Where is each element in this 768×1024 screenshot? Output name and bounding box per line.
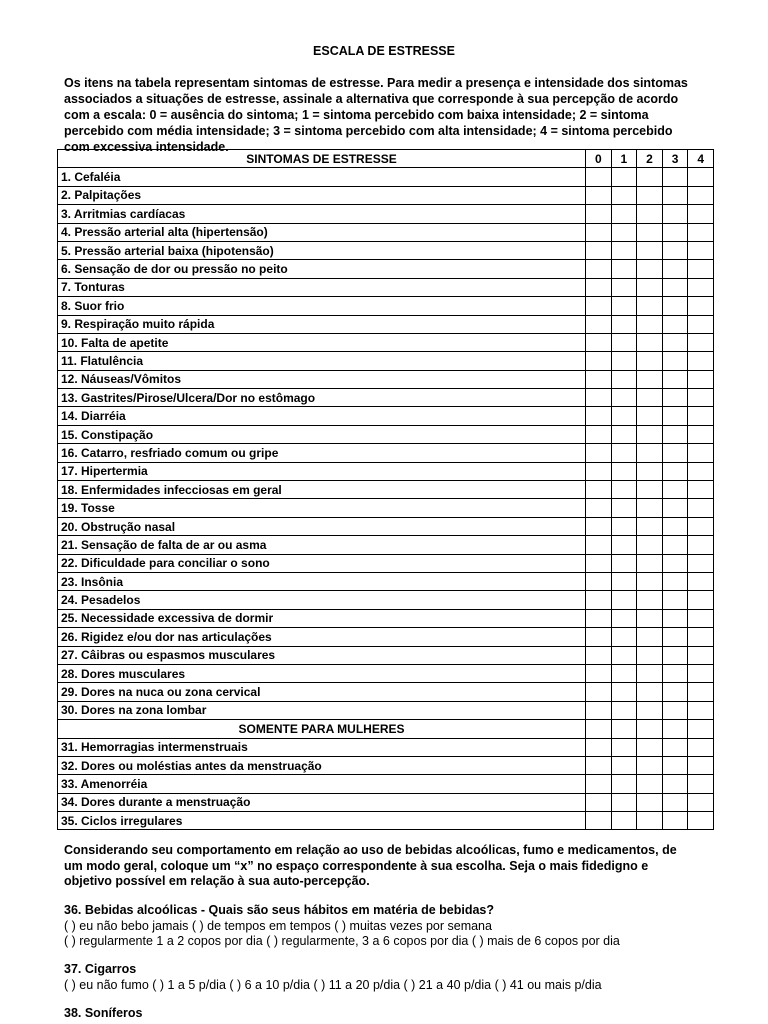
table-row [58, 333, 714, 351]
rating-cell-0[interactable] [586, 572, 612, 590]
women-section-header: SOMENTE PARA MULHERES [58, 720, 586, 738]
question-37 [64, 962, 602, 993]
rating-cell-2[interactable] [637, 554, 663, 572]
rating-cell-0[interactable] [586, 260, 612, 278]
symptom-label: 30. Dores na zona lombar [58, 701, 586, 719]
symptom-label: 10. Falta de apetite [58, 333, 586, 351]
rating-cell-2[interactable] [637, 407, 663, 425]
symptom-label: 17. Hipertermia [58, 462, 586, 480]
rating-cell-1[interactable] [611, 793, 637, 811]
rating-cell-3[interactable] [662, 444, 688, 462]
table-row [58, 297, 714, 315]
table-row [58, 352, 714, 370]
rating-cell-1[interactable] [611, 278, 637, 296]
symptom-label: 20. Obstrução nasal [58, 517, 586, 535]
rating-cell-4[interactable] [688, 241, 714, 259]
rating-cell-3[interactable] [662, 775, 688, 793]
rating-cell-3[interactable] [662, 536, 688, 554]
rating-cell-4[interactable] [688, 481, 714, 499]
rating-cell-3[interactable] [662, 278, 688, 296]
rating-cell-2[interactable] [637, 499, 663, 517]
rating-cell-0[interactable] [586, 333, 612, 351]
rating-cell-3[interactable] [662, 425, 688, 443]
table-row [58, 407, 714, 425]
rating-cell-3[interactable] [662, 333, 688, 351]
rating-cell-1[interactable] [611, 756, 637, 774]
rating-cell-3[interactable] [662, 793, 688, 811]
stress-scale-table [57, 149, 714, 830]
rating-cell-2[interactable] [637, 241, 663, 259]
table-row [58, 370, 714, 388]
rating-cell-1[interactable] [611, 517, 637, 535]
rating-cell-0[interactable] [586, 241, 612, 259]
symptom-label: 14. Diarréia [58, 407, 586, 425]
intro-line: percebido com média intensidade; 3 = sintoma percebido com alta intensidade; 4 = sintoma percebido [64, 124, 673, 138]
rating-cell-4[interactable] [688, 407, 714, 425]
symptom-label: 27. Câibras ou espasmos musculares [58, 646, 586, 664]
question-36 [64, 903, 620, 950]
table-row [58, 756, 714, 774]
symptom-label: 25. Necessidade excessiva de dormir [58, 609, 586, 627]
empty-cell [611, 720, 637, 738]
table-row [58, 223, 714, 241]
table-row [58, 425, 714, 443]
rating-cell-2[interactable] [637, 517, 663, 535]
rating-cell-2[interactable] [637, 168, 663, 186]
empty-cell [637, 720, 663, 738]
table-row [58, 591, 714, 609]
rating-cell-1[interactable] [611, 168, 637, 186]
rating-cell-1[interactable] [611, 683, 637, 701]
rating-cell-0[interactable] [586, 499, 612, 517]
table-row [58, 462, 714, 480]
symptom-label: 24. Pesadelos [58, 591, 586, 609]
rating-cell-4[interactable] [688, 278, 714, 296]
rating-cell-0[interactable] [586, 536, 612, 554]
intro-paragraph [64, 75, 714, 155]
rating-cell-4[interactable] [688, 168, 714, 186]
rating-cell-1[interactable] [611, 462, 637, 480]
rating-cell-4[interactable] [688, 389, 714, 407]
option-header-2: 2 [637, 150, 663, 168]
symptom-label: 33. Amenorréia [58, 775, 586, 793]
rating-cell-4[interactable] [688, 683, 714, 701]
rating-cell-0[interactable] [586, 370, 612, 388]
rating-cell-4[interactable] [688, 352, 714, 370]
rating-cell-0[interactable] [586, 775, 612, 793]
rating-cell-2[interactable] [637, 591, 663, 609]
rating-cell-0[interactable] [586, 278, 612, 296]
rating-cell-0[interactable] [586, 756, 612, 774]
rating-cell-2[interactable] [637, 462, 663, 480]
rating-cell-1[interactable] [611, 646, 637, 664]
empty-cell [586, 720, 612, 738]
symptom-label: 12. Náuseas/Vômitos [58, 370, 586, 388]
rating-cell-3[interactable] [662, 205, 688, 223]
rating-cell-2[interactable] [637, 664, 663, 682]
rating-cell-4[interactable] [688, 793, 714, 811]
rating-cell-0[interactable] [586, 315, 612, 333]
question-38-title: 38. Soníferos [64, 1006, 143, 1020]
table-row [58, 499, 714, 517]
rating-cell-3[interactable] [662, 241, 688, 259]
rating-cell-4[interactable] [688, 756, 714, 774]
table-row [58, 609, 714, 627]
table-row [58, 278, 714, 296]
rating-cell-0[interactable] [586, 591, 612, 609]
rating-cell-2[interactable] [637, 646, 663, 664]
rating-cell-0[interactable] [586, 554, 612, 572]
table-row [58, 683, 714, 701]
rating-cell-4[interactable] [688, 738, 714, 756]
table-row [58, 738, 714, 756]
symptom-rows [58, 168, 714, 720]
option-header-0: 0 [586, 150, 612, 168]
table-row [58, 554, 714, 572]
rating-cell-4[interactable] [688, 315, 714, 333]
rating-cell-4[interactable] [688, 812, 714, 830]
intro-line: com a escala: 0 = ausência do sintoma; 1 = sintoma percebido com baixa intensidade; 2 = sintoma [64, 108, 649, 122]
rating-cell-0[interactable] [586, 168, 612, 186]
question-37-title: 37. Cigarros [64, 962, 137, 976]
rating-cell-2[interactable] [637, 609, 663, 627]
symptom-label: 26. Rigidez e/ou dor nas articulações [58, 628, 586, 646]
table-row [58, 444, 714, 462]
table-row [58, 168, 714, 186]
rating-cell-1[interactable] [611, 223, 637, 241]
rating-cell-1[interactable] [611, 572, 637, 590]
symptom-label: 21. Sensação de falta de ar ou asma [58, 536, 586, 554]
option-header-1: 1 [611, 150, 637, 168]
rating-cell-3[interactable] [662, 683, 688, 701]
table-row [58, 701, 714, 719]
rating-cell-2[interactable] [637, 793, 663, 811]
rating-cell-2[interactable] [637, 425, 663, 443]
rating-cell-1[interactable] [611, 738, 637, 756]
rating-cell-3[interactable] [662, 223, 688, 241]
rating-cell-0[interactable] [586, 738, 612, 756]
rating-cell-2[interactable] [637, 205, 663, 223]
symptom-label: 1. Cefaléia [58, 168, 586, 186]
rating-cell-3[interactable] [662, 628, 688, 646]
intro-line: Os itens na tabela representam sintomas de estresse. Para medir a presença e intensidade dos sintomas [64, 76, 688, 90]
rating-cell-2[interactable] [637, 333, 663, 351]
symptom-label: 8. Suor frio [58, 297, 586, 315]
rating-cell-4[interactable] [688, 536, 714, 554]
rating-cell-2[interactable] [637, 297, 663, 315]
rating-cell-1[interactable] [611, 591, 637, 609]
question-36-title: 36. Bebidas alcoólicas - Quais são seus hábitos em matéria de bebidas? [64, 903, 495, 917]
symptom-label: 35. Ciclos irregulares [58, 812, 586, 830]
table-row [58, 646, 714, 664]
rating-cell-1[interactable] [611, 444, 637, 462]
rating-cell-2[interactable] [637, 444, 663, 462]
rating-cell-4[interactable] [688, 333, 714, 351]
symptom-label: 28. Dores musculares [58, 664, 586, 682]
rating-cell-4[interactable] [688, 664, 714, 682]
rating-cell-1[interactable] [611, 315, 637, 333]
symptom-label: 13. Gastrites/Pirose/Ulcera/Dor no estômago [58, 389, 586, 407]
rating-cell-3[interactable] [662, 664, 688, 682]
intro-line: com excessiva intensidade. [64, 140, 229, 154]
rating-cell-4[interactable] [688, 425, 714, 443]
rating-cell-0[interactable] [586, 462, 612, 480]
considering-line: objetivo possível em relação à sua auto-percepção. [64, 874, 370, 888]
rating-cell-0[interactable] [586, 481, 612, 499]
rating-cell-1[interactable] [611, 333, 637, 351]
symptom-label: 18. Enfermidades infecciosas em geral [58, 481, 586, 499]
rating-cell-0[interactable] [586, 389, 612, 407]
rating-cell-2[interactable] [637, 775, 663, 793]
rating-cell-3[interactable] [662, 609, 688, 627]
table-row [58, 775, 714, 793]
table-row [58, 481, 714, 499]
rating-cell-4[interactable] [688, 554, 714, 572]
rating-cell-3[interactable] [662, 591, 688, 609]
rating-cell-4[interactable] [688, 444, 714, 462]
table-row [58, 793, 714, 811]
rating-cell-2[interactable] [637, 186, 663, 204]
rating-cell-4[interactable] [688, 701, 714, 719]
rating-cell-4[interactable] [688, 646, 714, 664]
rating-cell-0[interactable] [586, 793, 612, 811]
rating-cell-2[interactable] [637, 370, 663, 388]
rating-cell-3[interactable] [662, 260, 688, 278]
rating-cell-2[interactable] [637, 812, 663, 830]
rating-cell-3[interactable] [662, 812, 688, 830]
table-row [58, 664, 714, 682]
rating-cell-1[interactable] [611, 389, 637, 407]
rating-cell-2[interactable] [637, 683, 663, 701]
symptom-label: 23. Insônia [58, 572, 586, 590]
symptom-label: 34. Dores durante a menstruação [58, 793, 586, 811]
rating-cell-0[interactable] [586, 646, 612, 664]
rating-cell-0[interactable] [586, 407, 612, 425]
table-row [58, 389, 714, 407]
rating-cell-4[interactable] [688, 775, 714, 793]
rating-cell-2[interactable] [637, 223, 663, 241]
rating-cell-1[interactable] [611, 205, 637, 223]
symptom-label: 11. Flatulência [58, 352, 586, 370]
rating-cell-0[interactable] [586, 223, 612, 241]
considering-line: um modo geral, coloque um “x” no espaço correspondente à sua escolha. Seja o mais fidedigno e [64, 858, 649, 873]
symptom-label: 6. Sensação de dor ou pressão no peito [58, 260, 586, 278]
rating-cell-1[interactable] [611, 628, 637, 646]
table-row [58, 536, 714, 554]
table-row [58, 517, 714, 535]
rating-cell-3[interactable] [662, 738, 688, 756]
rating-cell-0[interactable] [586, 352, 612, 370]
table-row [58, 572, 714, 590]
symptom-label: 4. Pressão arterial alta (hipertensão) [58, 223, 586, 241]
rating-cell-1[interactable] [611, 352, 637, 370]
rating-cell-2[interactable] [637, 278, 663, 296]
rating-cell-1[interactable] [611, 701, 637, 719]
table-row [58, 812, 714, 830]
symptoms-header: SINTOMAS DE ESTRESSE [58, 150, 586, 168]
rating-cell-1[interactable] [611, 241, 637, 259]
rating-cell-3[interactable] [662, 389, 688, 407]
rating-cell-2[interactable] [637, 628, 663, 646]
rating-cell-0[interactable] [586, 628, 612, 646]
considering-paragraph [64, 843, 677, 890]
symptom-label: 9. Respiração muito rápida [58, 315, 586, 333]
rating-cell-4[interactable] [688, 572, 714, 590]
rating-cell-1[interactable] [611, 425, 637, 443]
rating-cell-2[interactable] [637, 352, 663, 370]
rating-cell-0[interactable] [586, 701, 612, 719]
rating-cell-3[interactable] [662, 646, 688, 664]
symptom-label: 2. Palpitações [58, 186, 586, 204]
rating-cell-3[interactable] [662, 572, 688, 590]
symptom-label: 3. Arritmias cardíacas [58, 205, 586, 223]
rating-cell-1[interactable] [611, 186, 637, 204]
rating-cell-1[interactable] [611, 554, 637, 572]
rating-cell-4[interactable] [688, 591, 714, 609]
rating-cell-0[interactable] [586, 205, 612, 223]
rating-cell-4[interactable] [688, 186, 714, 204]
rating-cell-3[interactable] [662, 481, 688, 499]
rating-cell-0[interactable] [586, 444, 612, 462]
women-section [58, 720, 714, 738]
rating-cell-2[interactable] [637, 701, 663, 719]
rating-cell-3[interactable] [662, 517, 688, 535]
rating-cell-3[interactable] [662, 499, 688, 517]
rating-cell-1[interactable] [611, 536, 637, 554]
rating-cell-1[interactable] [611, 297, 637, 315]
rating-cell-3[interactable] [662, 554, 688, 572]
rating-cell-0[interactable] [586, 683, 612, 701]
rating-cell-0[interactable] [586, 609, 612, 627]
option-header-3: 3 [662, 150, 688, 168]
rating-cell-0[interactable] [586, 664, 612, 682]
empty-cell [688, 720, 714, 738]
option-header-4: 4 [688, 150, 714, 168]
table-row [58, 205, 714, 223]
women-section-row [58, 720, 714, 738]
rating-cell-2[interactable] [637, 756, 663, 774]
rating-cell-3[interactable] [662, 407, 688, 425]
rating-cell-3[interactable] [662, 186, 688, 204]
rating-cell-0[interactable] [586, 297, 612, 315]
symptom-label: 5. Pressão arterial baixa (hipotensão) [58, 241, 586, 259]
rating-cell-1[interactable] [611, 499, 637, 517]
rating-cell-1[interactable] [611, 370, 637, 388]
rating-cell-4[interactable] [688, 499, 714, 517]
rating-cell-3[interactable] [662, 297, 688, 315]
table-header-row [58, 150, 714, 168]
considering-line: Considerando seu comportamento em relação ao uso de bebidas alcoólicas, fumo e medicamentos, de [64, 843, 677, 857]
question-36-options-line-2[interactable]: ( ) regularmente 1 a 2 copos por dia ( ) regularmente, 3 a 6 copos por dia ( ) mais de 6 copos por dia [64, 934, 620, 948]
question-37-options-line[interactable]: ( ) eu não fumo ( ) 1 a 5 p/dia ( ) 6 a 10 p/dia ( ) 11 a 20 p/dia ( ) 21 a 40 p/dia ( ) 41 ou mais p/dia [64, 977, 602, 992]
question-38 [64, 1006, 143, 1022]
rating-cell-4[interactable] [688, 260, 714, 278]
rating-cell-3[interactable] [662, 168, 688, 186]
symptom-label: 22. Dificuldade para conciliar o sono [58, 554, 586, 572]
rating-cell-2[interactable] [637, 315, 663, 333]
rating-cell-4[interactable] [688, 517, 714, 535]
symptom-label: 16. Catarro, resfriado comum ou gripe [58, 444, 586, 462]
question-36-options-line-1[interactable]: ( ) eu não bebo jamais ( ) de tempos em tempos ( ) muitas vezes por semana [64, 918, 492, 933]
symptom-label: 19. Tosse [58, 499, 586, 517]
rating-cell-4[interactable] [688, 297, 714, 315]
rating-cell-1[interactable] [611, 407, 637, 425]
rating-cell-1[interactable] [611, 609, 637, 627]
rating-cell-2[interactable] [637, 481, 663, 499]
rating-cell-3[interactable] [662, 701, 688, 719]
rating-cell-1[interactable] [611, 260, 637, 278]
rating-cell-1[interactable] [611, 664, 637, 682]
rating-cell-2[interactable] [637, 389, 663, 407]
intro-line: associados a situações de estresse, assinale a alternativa que corresponde à sua percepção de acordo [64, 92, 679, 106]
rating-cell-1[interactable] [611, 812, 637, 830]
rating-cell-0[interactable] [586, 812, 612, 830]
rating-cell-3[interactable] [662, 462, 688, 480]
empty-cell [662, 720, 688, 738]
rating-cell-0[interactable] [586, 517, 612, 535]
table-row [58, 241, 714, 259]
rating-cell-3[interactable] [662, 370, 688, 388]
rating-cell-3[interactable] [662, 756, 688, 774]
rating-cell-1[interactable] [611, 481, 637, 499]
rating-cell-4[interactable] [688, 609, 714, 627]
rating-cell-3[interactable] [662, 315, 688, 333]
rating-cell-2[interactable] [637, 572, 663, 590]
women-symptom-rows [58, 738, 714, 830]
table-row [58, 315, 714, 333]
symptom-label: 15. Constipação [58, 425, 586, 443]
symptom-label: 32. Dores ou moléstias antes da menstruação [58, 756, 586, 774]
table-row [58, 186, 714, 204]
page-title: ESCALA DE ESTRESSE [313, 44, 455, 58]
symptom-label: 31. Hemorragias intermenstruais [58, 738, 586, 756]
rating-cell-1[interactable] [611, 775, 637, 793]
rating-cell-4[interactable] [688, 205, 714, 223]
table-row [58, 260, 714, 278]
rating-cell-2[interactable] [637, 536, 663, 554]
table-row [58, 628, 714, 646]
rating-cell-2[interactable] [637, 738, 663, 756]
rating-cell-0[interactable] [586, 186, 612, 204]
symptom-label: 7. Tonturas [58, 278, 586, 296]
rating-cell-4[interactable] [688, 223, 714, 241]
rating-cell-3[interactable] [662, 352, 688, 370]
rating-cell-4[interactable] [688, 462, 714, 480]
symptom-label: 29. Dores na nuca ou zona cervical [58, 683, 586, 701]
rating-cell-4[interactable] [688, 628, 714, 646]
rating-cell-0[interactable] [586, 425, 612, 443]
rating-cell-4[interactable] [688, 370, 714, 388]
rating-cell-2[interactable] [637, 260, 663, 278]
